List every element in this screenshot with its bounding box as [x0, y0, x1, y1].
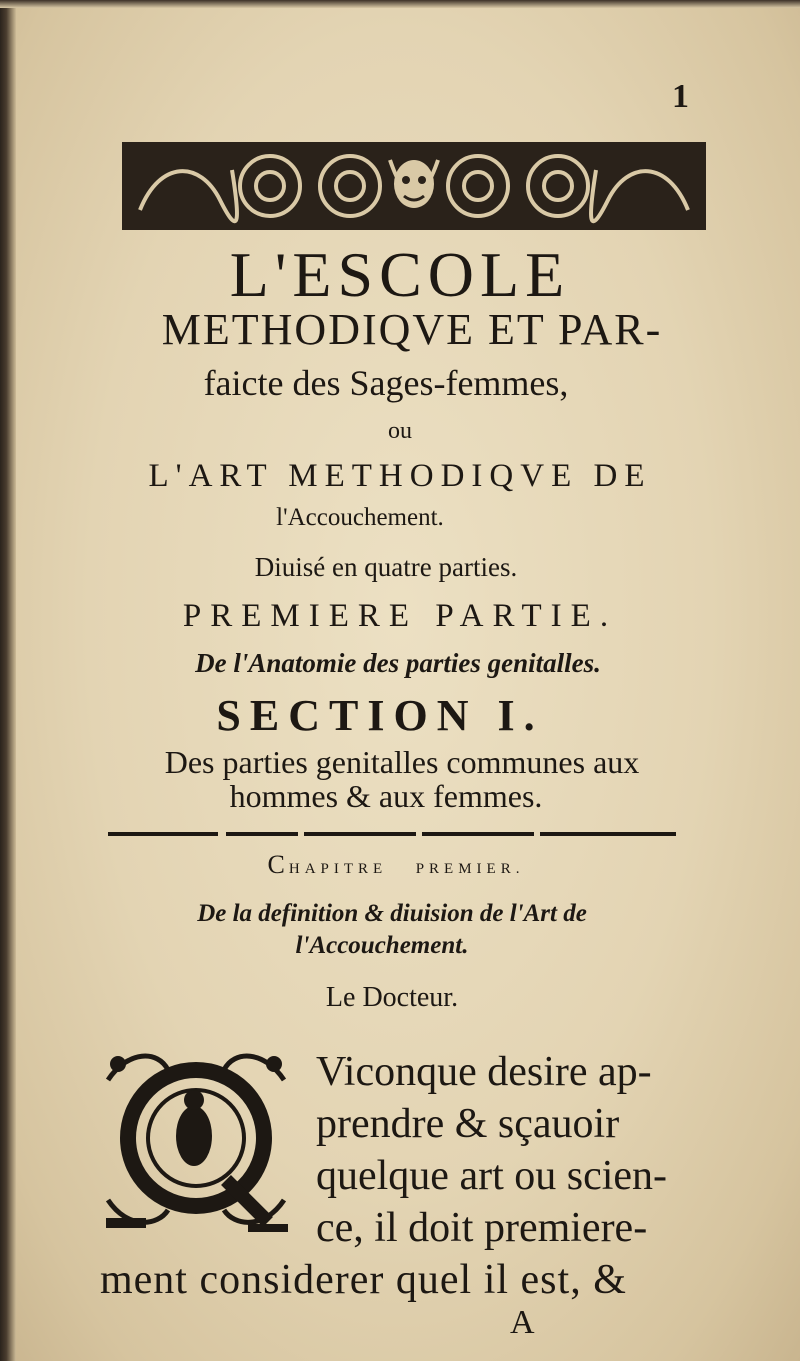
body-text-line: Viconque desire ap- [316, 1049, 652, 1095]
page-top-edge [0, 0, 800, 8]
speaker-label: Le Docteur. [325, 982, 459, 1013]
part-subheading: De l'Anatomie des parties genitalles. [195, 648, 601, 678]
title-line: METHODIQVE ET PAR- [161, 305, 663, 354]
chapter-initial: C [267, 850, 289, 879]
chapter-number-word: PREMIER. [415, 861, 525, 877]
headpiece-ornament [120, 140, 708, 232]
body-text-line: ce, il doit premiere- [316, 1205, 648, 1251]
chapter-word: HAPITRE [288, 861, 388, 877]
title-line: ou [388, 418, 412, 444]
part-heading: PREMIERE PARTIE. [182, 598, 618, 634]
chapter-heading [0, 850, 796, 880]
section-heading: SECTION I. [216, 691, 544, 740]
section-subheading: hommes & aux femmes. [229, 778, 543, 814]
binding-edge [0, 0, 16, 1361]
body-text-line: quelque art ou scien- [316, 1153, 668, 1199]
title-line: L'ESCOLE [229, 239, 571, 310]
title-line: faicte des Sages-femmes, [203, 363, 569, 403]
title-line: l'Accouchement. [276, 504, 444, 531]
page-number: 1 [672, 78, 689, 115]
chapter-subtitle: l'Accouchement. [295, 932, 469, 959]
chapter-subtitle: De la definition & diuision de l'Art de [197, 900, 587, 927]
divider-rule [108, 830, 676, 840]
body-text-line: ment considerer quel il est, & [100, 1257, 627, 1303]
body-text-line: prendre & sçauoir [316, 1101, 620, 1147]
decorated-initial-q-icon [98, 1040, 294, 1236]
signature-mark: A [510, 1304, 535, 1341]
title-line: L'ART METHODIQVE DE [148, 458, 652, 494]
title-line: Diuisé en quatre parties. [254, 552, 518, 582]
section-subheading: Des parties genitalles communes aux [164, 744, 640, 780]
